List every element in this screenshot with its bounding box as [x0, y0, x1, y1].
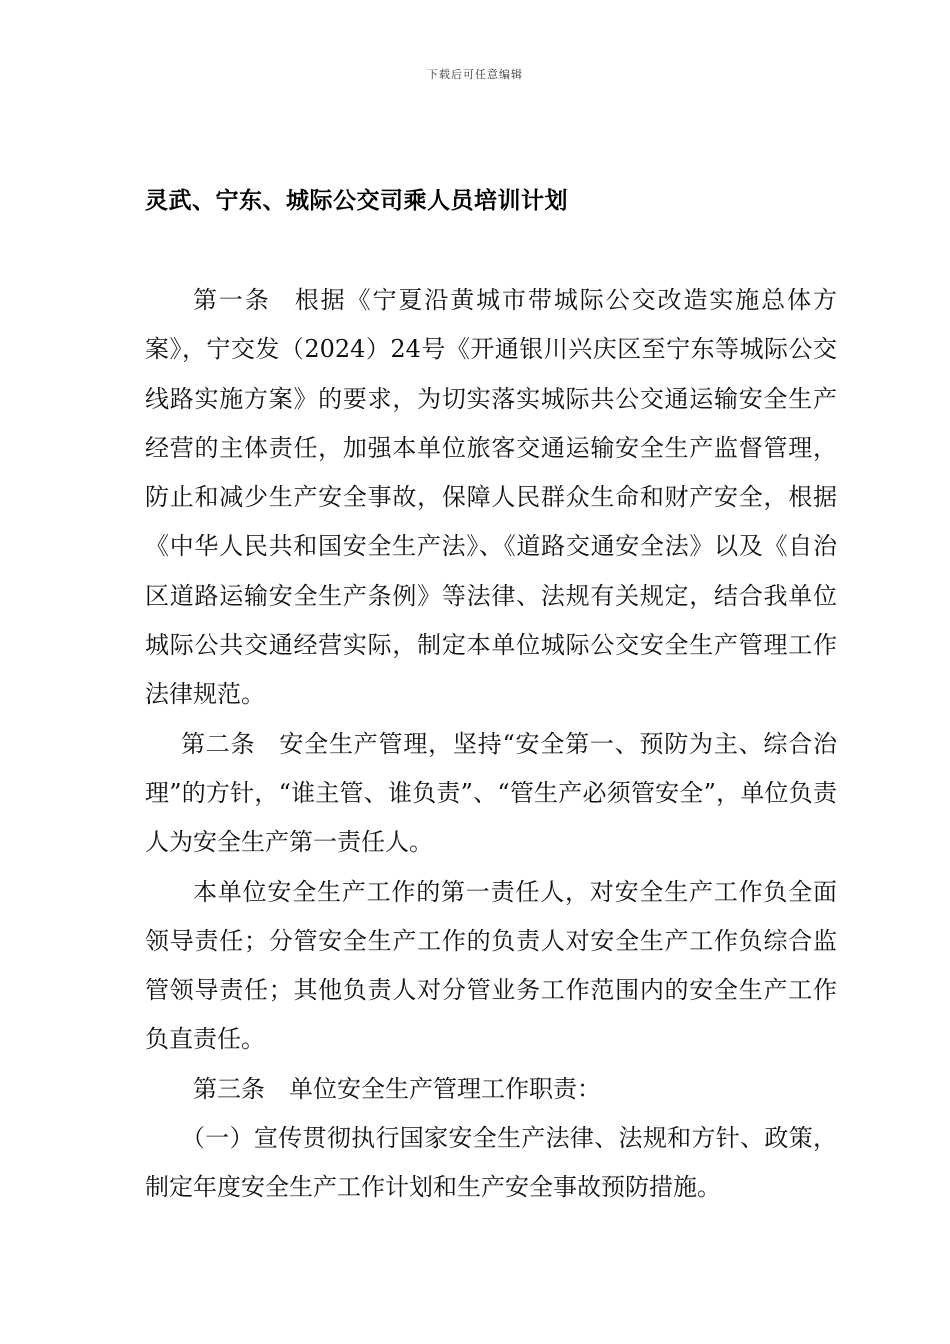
article-3-number: 第三条 [193, 1074, 265, 1103]
article-1-paragraph [145, 276, 837, 720]
page-header-note: 下载后可任意编辑 [427, 68, 523, 81]
document-title: 灵武、宁东、城际公交司乘人员培训计划 [145, 188, 568, 214]
article-3-paragraph [145, 1065, 837, 1114]
article-2-responsibility-text: 本单位安全生产工作的第一责任人，对安全生产工作负全面领导责任；分管安全生产工作的负责人对安全生产工作负综合监管领导责任；其他负责人对分管业务工作范围内的安全生产工作负直责任。 [145, 877, 837, 1054]
article-2-paragraph [145, 720, 837, 868]
article-2-text: 安全生产管理，坚持“安全第一、预防为主、综合治理”的方针，“谁主管、谁负责”、“管生产必须管安全”，单位负责人为安全生产第一责任人。 [145, 729, 837, 857]
document-body [145, 276, 837, 1213]
article-1-number: 第一条 [193, 286, 271, 314]
article-2-number: 第二条 [181, 729, 256, 758]
article-3-item-1-paragraph [145, 1114, 837, 1213]
article-2-responsibility-paragraph [145, 868, 837, 1065]
article-3-item-1-text: （一）宣传贯彻执行国家安全生产法律、法规和方针、政策，制定年度安全生产工作计划和生产安全事故预防措施。 [145, 1124, 837, 1202]
article-3-text: 单位安全生产管理工作职责： [289, 1074, 601, 1103]
article-1-text: 根据《宁夏沿黄城市带城际公交改造实施总体方案》，宁交发（2024）24号《开通银川兴庆区至宁东等城际公交线路实施方案》的要求，为切实落实城际共公交通运输安全生产经营的主体责任，加强本单位旅客交通运输安全生产监督管理，防止和减少生产安全事故，保障人民群众生命和财产安全，根据《中华人民共和国安全生产法》、《道路交通安全法》以及《自治区道路运输安全生产条例》等法律、法规有关规定，结合我单位城际公共交通经营实际，制定本单位城际公交安全生产管理工作法律规范。 [145, 286, 838, 709]
